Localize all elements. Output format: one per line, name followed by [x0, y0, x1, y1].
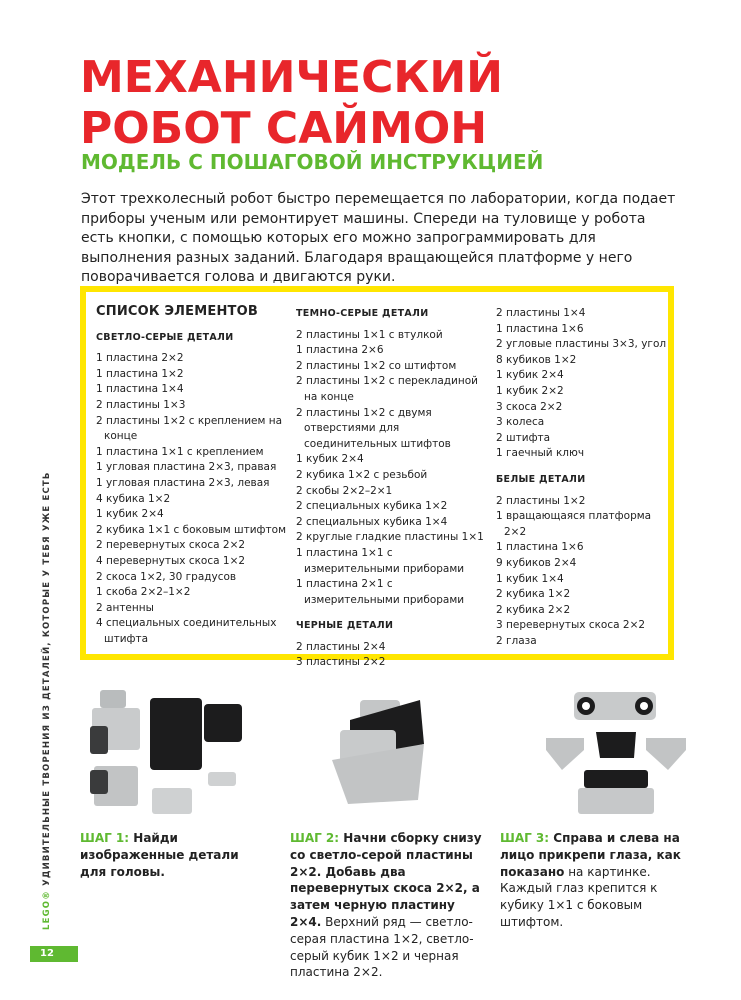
parts-column-3: [496, 306, 676, 649]
part-item: 2 пластины 1×2 со штифтом: [296, 359, 457, 372]
part-item: 2 пластины 1×1 с втулкой: [296, 328, 443, 341]
part-item: 2 глаза: [496, 634, 537, 647]
sidebar-brand: LEGO®: [42, 890, 52, 930]
parts-list-box: [80, 286, 674, 669]
part-item: 1 угловая пластина 2×3, правая: [96, 461, 277, 474]
part-item: 1 кубик 2×2: [496, 384, 564, 397]
part-item: 4 перевернутых скоса 1×2: [96, 554, 246, 567]
step-3-label: ШАГ 3:: [500, 831, 550, 845]
step-2-lead: Начни сборку снизу со светло-серой пластины 2×2. Добавь два перевернутых скоса 2×2, а затем черную пластину 2×4.: [290, 831, 482, 929]
part-item: 2 пластины 1×2 с перекладиной на конце: [296, 375, 478, 403]
part-item: 2 кубика 1×2: [496, 588, 571, 601]
step-2-label: ШАГ 2:: [290, 831, 340, 845]
step-3-rest: на картинке. Каждый глаз крепится к кубику 1×1 с боковым штифтом.: [500, 864, 658, 929]
part-item: 2 скоса 1×2, 30 градусов: [96, 570, 237, 583]
part-item: 1 гаечный ключ: [496, 447, 585, 460]
part-item: 1 кубик 1×4: [496, 572, 564, 585]
part-item: 8 кубиков 1×2: [496, 353, 577, 366]
part-item: 1 кубик 2×4: [96, 508, 164, 521]
step-1-image: [88, 688, 258, 820]
part-item: 2 кубика 1×1 с боковым штифтом: [96, 523, 286, 536]
white-heading: БЕЛЫЕ ДЕТАЛИ: [496, 473, 586, 485]
step-2-image: [320, 680, 440, 820]
black-heading: ЧЕРНЫЕ ДЕТАЛИ: [296, 620, 394, 632]
part-item: 2 пластины 1×4: [496, 307, 586, 319]
part-item: 2 круглые гладкие пластины 1×1: [296, 531, 484, 544]
part-item: 2 специальных кубика 1×2: [296, 500, 448, 513]
step-1-text: [80, 830, 265, 880]
part-item: 2 пластины 1×2: [496, 494, 586, 507]
step-3-lead: Справа и слева на лицо прикрепи глаза, как показано: [500, 831, 681, 879]
part-item: 9 кубиков 2×4: [496, 556, 577, 569]
black-list-continued: [496, 306, 676, 462]
part-item: 2 скобы 2×2–2×1: [296, 484, 393, 497]
step-1-lead: Найди изображенные детали для головы.: [80, 831, 239, 879]
part-item: 1 пластина 1×1 с измерительными приборами: [296, 546, 465, 575]
parts-list-heading: СПИСОК ЭЛЕМЕНТОВ: [96, 304, 258, 319]
step-2-rest: Верхний ряд — светло-серая пластина 1×2, светло-серый кубик 1×2 и черная пластина 2×2.: [290, 914, 474, 980]
intro-paragraph: Этот трехколесный робот быстро перемещается по лаборатории, когда подает приборы ученым или ремонтирует машины. Спереди на туловище у робота есть кнопки, с помощью которых его можно запрограммировать для выполнения разных заданий. Благодаря вращающейся платформе у него поворачивается голова и двигаются руки.: [81, 191, 676, 285]
part-item: 1 пластина 1×4: [96, 383, 184, 396]
part-item: 1 угловая пластина 2×3, левая: [96, 476, 270, 489]
white-list: [496, 494, 676, 650]
step-2-text: [290, 830, 482, 981]
part-item: 3 пластины 2×2: [296, 656, 386, 669]
step-1-label: ШАГ 1:: [80, 831, 130, 845]
part-item: 2 кубика 2×2: [496, 603, 571, 616]
part-item: 2 антенны: [96, 601, 154, 614]
dark-gray-list: [296, 328, 491, 609]
light-gray-list: [96, 351, 286, 647]
light-gray-heading: СВЕТЛО-СЕРЫЕ ДЕТАЛИ: [96, 331, 234, 343]
part-item: 2 кубика 1×2 с резьбой: [296, 468, 428, 481]
part-item: 2 пластины 1×2 с двумя отверстиями для соединительных штифтов: [296, 406, 451, 450]
page-number: 12: [30, 946, 78, 962]
part-item: 1 пластина 2×2: [96, 352, 184, 365]
parts-column-1: [96, 304, 286, 647]
dark-gray-pin-bricks: [90, 726, 108, 794]
part-item: 2 перевернутых скоса 2×2: [96, 539, 246, 552]
part-item: 2 угловые пластины 3×3, угол: [496, 338, 667, 351]
part-item: 3 скоса 2×2: [496, 400, 563, 413]
part-item: 4 кубика 1×2: [96, 492, 171, 505]
sidebar-title: УДИВИТЕЛЬНЫЕ ТВОРЕНИЯ ИЗ ДЕТАЛЕЙ, КОТОРЫЕ У ТЕБЯ УЖЕ ЕСТЬ: [42, 471, 52, 891]
part-item: 1 скоба 2×2–1×2: [96, 586, 191, 599]
part-item: 1 пластина 2×1 с измерительными приборами: [296, 578, 465, 606]
part-item: 3 перевернутых скоса 2×2: [496, 619, 646, 632]
part-item: 2 штифта: [496, 431, 551, 444]
part-item: 2 специальных кубика 1×4: [296, 515, 448, 528]
part-item: 1 пластина 1×2: [96, 367, 184, 380]
title-line-2: РОБОТ САЙМОН: [80, 103, 488, 154]
black-plates: [150, 698, 242, 770]
step-3-text: [500, 830, 688, 931]
part-item: 1 кубик 2×4: [296, 453, 364, 466]
black-list: [296, 640, 491, 671]
part-item: 1 пластина 1×6: [496, 541, 584, 554]
part-item: 2 пластины 1×2 с креплением на конце: [96, 414, 283, 443]
sidebar-book-title: [42, 471, 52, 930]
part-item: 2 пластины 1×3: [96, 398, 186, 411]
part-item: 1 пластина 2×6: [296, 344, 384, 357]
parts-column-2: [296, 306, 491, 671]
step-3-image: [540, 686, 690, 818]
part-item: 1 пластина 1×1 с креплением: [96, 445, 264, 458]
part-item: 3 колеса: [496, 416, 545, 429]
part-item: 1 вращающаяся платформа 2×2: [496, 510, 652, 538]
dark-gray-heading: ТЕМНО-СЕРЫЕ ДЕТАЛИ: [296, 308, 429, 319]
title-line-1: МЕХАНИЧЕСКИЙ: [80, 52, 503, 103]
part-item: 4 специальных соединительных штифта: [96, 617, 277, 645]
part-item: 1 пластина 1×6: [496, 322, 584, 335]
subtitle: МОДЕЛЬ С ПОШАГОВОЙ ИНСТРУКЦИЕЙ: [81, 150, 544, 174]
page-title: [80, 52, 503, 154]
part-item: 1 кубик 2×4: [496, 369, 564, 382]
part-item: 2 пластины 2×4: [296, 640, 386, 653]
